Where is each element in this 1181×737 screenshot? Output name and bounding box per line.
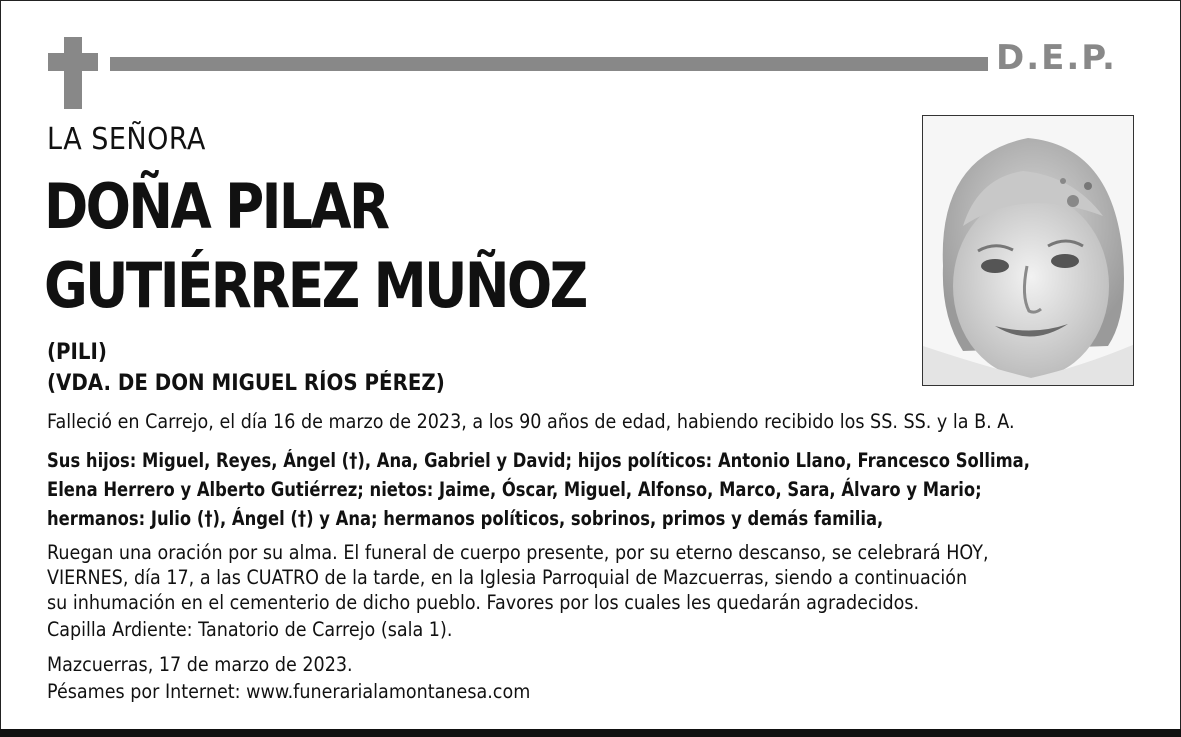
bottom-rule bbox=[0, 729, 1181, 737]
dep-label: D.E.P. bbox=[996, 38, 1117, 78]
request-line: Ruegan una oración por su alma. El funeral de cuerpo presente, por su eterno descanso, se celebrará HOY, bbox=[47, 541, 989, 564]
pre-title: LA SEÑORA bbox=[47, 122, 206, 157]
nickname: (PILI) bbox=[47, 340, 107, 365]
portrait-photo bbox=[922, 115, 1134, 386]
family-line: Elena Herrero y Alberto Gutiérrez; nietos: Jaime, Óscar, Miguel, Alfonso, Marco, Sara, Álvaro y Mario; bbox=[47, 478, 982, 501]
deceased-name-line-1: DOÑA PILAR bbox=[44, 170, 388, 243]
family-line: Sus hijos: Miguel, Reyes, Ángel (†), Ana, Gabriel y David; hijos políticos: Antonio Llano, Francesco Sollima, bbox=[47, 449, 1030, 472]
chapel-line: Capilla Ardiente: Tanatorio de Carrejo (sala 1). bbox=[47, 618, 453, 641]
deceased-name-line-2: GUTIÉRREZ MUÑOZ bbox=[44, 249, 586, 322]
cross-icon-bar bbox=[48, 53, 98, 71]
cross-icon bbox=[64, 37, 82, 109]
death-line: Falleció en Carrejo, el día 16 de marzo de 2023, a los 90 años de edad, habiendo recibido los SS. SS. y la B. A. bbox=[47, 410, 1015, 433]
place-date: Mazcuerras, 17 de marzo de 2023. bbox=[47, 653, 353, 676]
widow-of: (VDA. DE DON MIGUEL RÍOS PÉREZ) bbox=[47, 371, 445, 396]
portrait-image bbox=[923, 116, 1134, 386]
request-line: su inhumación en el cementerio de dicho pueblo. Favores por los cuales les quedarán agradecidos. bbox=[47, 591, 920, 614]
header-rule bbox=[110, 57, 988, 71]
family-line: hermanos: Julio (†), Ángel (†) y Ana; hermanos políticos, sobrinos, primos y demás familia, bbox=[47, 507, 884, 530]
request-line: VIERNES, día 17, a las CUATRO de la tarde, en la Iglesia Parroquial de Mazcuerras, siendo a continuación bbox=[47, 566, 968, 589]
condolences-line: Pésames por Internet: www.funerarialamontanesa.com bbox=[47, 680, 531, 703]
